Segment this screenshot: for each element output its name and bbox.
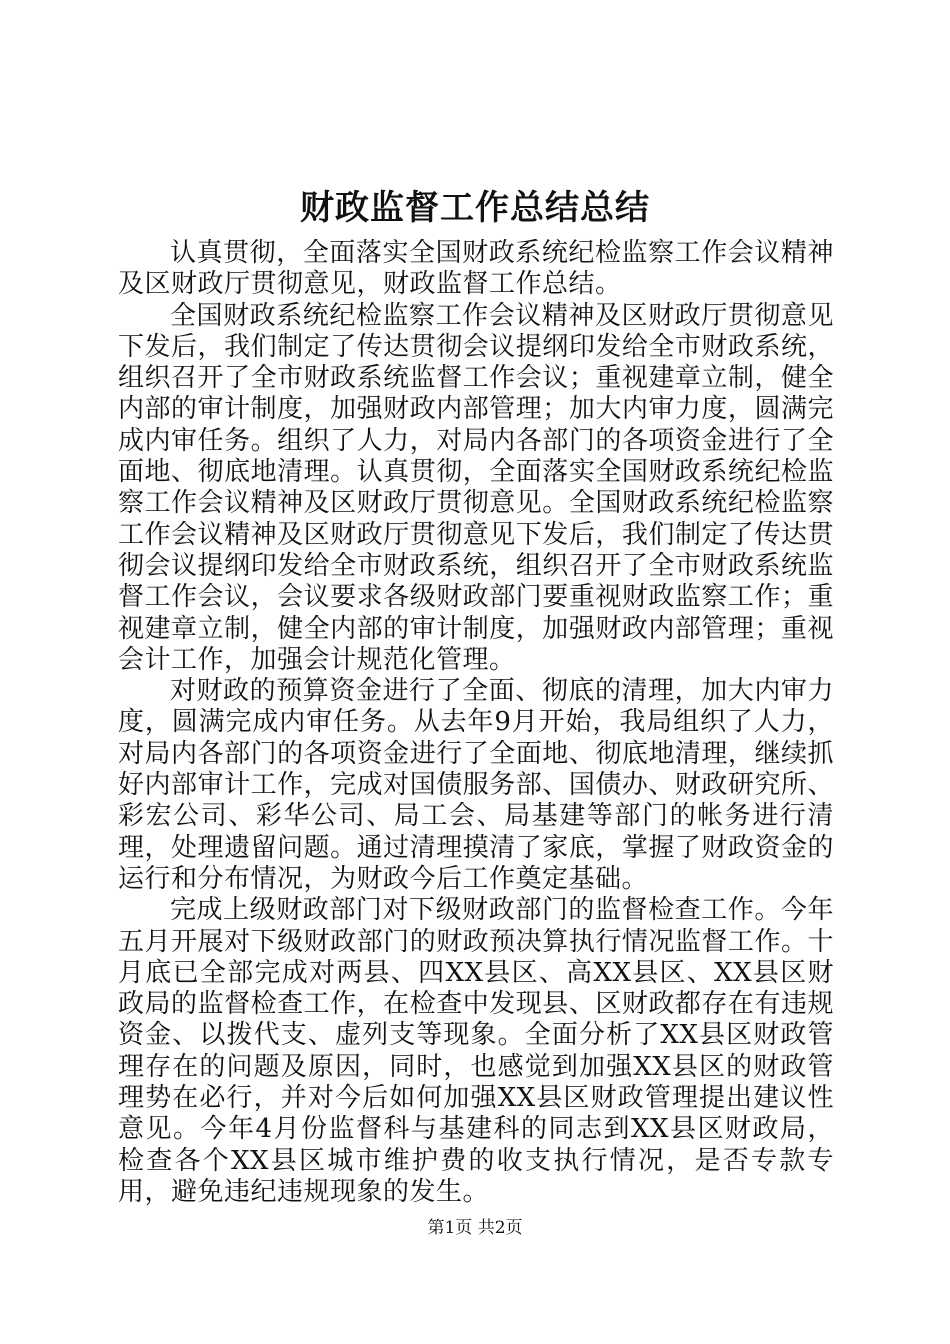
- document-title: 财政监督工作总结总结: [300, 188, 650, 228]
- page-number-footer: 第1页 共2页: [427, 1218, 523, 1238]
- document-body: [118, 238, 834, 1208]
- paragraph-meeting: 全国财政系统纪检监察工作会议精神及区财政厅贯彻意见下发后，我们制定了传达贯彻会议提纲印发给全市财政系统，组织召开了全市财政系统监督工作会议；重视建章立制，健全内部的审计制度，加强财政内部管理；加大内审力度，圆满完成内审任务。组织了人力，对局内各部门的各项资金进行了全面地、彻底地清理。认真贯彻，全面落实全国财政系统纪检监察工作会议精神及区财政厅贯彻意见。全国财政系统纪检监察工作会议精神及区财政厅贯彻意见下发后，我们制定了传达贯彻会议提纲印发给全市财政系统，组织召开了全市财政系统监督工作会议，会议要求各级财政部门要重视财政监察工作；重视建章立制，健全内部的审计制度，加强财政内部管理；重视会计工作，加强会计规范化管理。: [118, 300, 834, 675]
- paragraph-budget-cleanup: 对财政的预算资金进行了全面、彻底的清理，加大内审力度，圆满完成内审任务。从去年9月开始，我局组织了人力，对局内各部门的各项资金进行了全面地、彻底地清理，继续抓好内部审计工作，完成对国债服务部、国债办、财政研究所、彩宏公司、彩华公司、局工会、局基建等部门的帐务进行清理，处理遗留问题。通过清理摸清了家底，掌握了财政资金的运行和分布情况，为财政今后工作奠定基础。: [118, 676, 834, 894]
- paragraph-supervision: 完成上级财政部门对下级财政部门的监督检查工作。今年五月开展对下级财政部门的财政预决算执行情况监督工作。十月底已全部完成对两县、四XX县区、高XX县区、XX县区财政局的监督检查工作，在检查中发现县、区财政都存在有违规资金、以拨代支、虚列支等现象。全面分析了XX县区财政管理存在的问题及原因，同时，也感觉到加强XX县区的财政管理势在必行，并对今后如何加强XX县区财政管理提出建议性意见。今年4月份监督科与基建科的同志到XX县区财政局，检查各个XX县区城市维护费的收支执行情况，是否专款专用，避免违纪违规现象的发生。: [118, 895, 834, 1207]
- paragraph-intro: 认真贯彻，全面落实全国财政系统纪检监察工作会议精神及区财政厅贯彻意见，财政监督工作总结。: [118, 238, 834, 300]
